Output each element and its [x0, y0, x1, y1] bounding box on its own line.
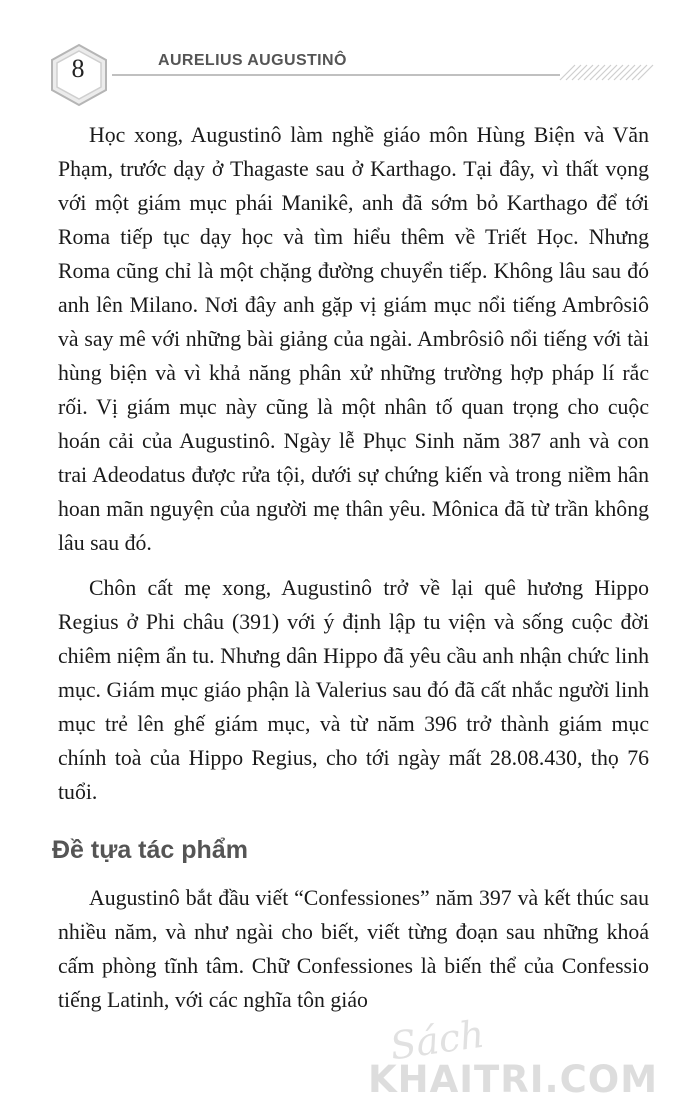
- page-body: [52, 118, 649, 1017]
- paragraph-3: Augustinô bắt đầu viết “Confessiones” năm 397 và kết thúc sau nhiều năm, và như ngài cho biết, viết từng đoạn sau những khoá cấm phòng tĩnh tâm. Chữ Confessiones là biến thể của Confessio tiếng Latinh, với các nghĩa tôn giáo: [58, 886, 649, 1012]
- page-header: [0, 40, 700, 110]
- paragraph-2: Chôn cất mẹ xong, Augustinô trở về lại quê hương Hippo Regius ở Phi châu (391) với ý định lập tu viện và sống cuộc đời chiêm niệm ẩn tu. Nhưng dân Hippo đã yêu cầu anh nhận chức linh mục. Giám mục giáo phận là Valerius sau đó đã cất nhắc người linh mục trẻ lên ghế giám mục, và từ năm 396 trở thành giám mục chính toà của Hippo Regius, cho tới ngày mất 28.08.430, thọ 76 tuổi.: [58, 576, 649, 804]
- watermark-script: Sách: [387, 1011, 488, 1069]
- watermark: [360, 1010, 695, 1115]
- page-number: 8: [71, 54, 85, 83]
- section-heading: Đề tựa tác phẩm: [52, 836, 248, 864]
- running-title: AURELIUS AUGUSTINÔ: [158, 52, 347, 69]
- watermark-brand: KHAITRI.COM: [368, 1058, 659, 1101]
- paragraph-1: Học xong, Augustinô làm nghề giáo môn Hùng Biện và Văn Phạm, trước dạy ở Thagaste sau ở Karthago. Tại đây, vì thất vọng với một giám mục phái Manikê, anh đã sớm bỏ Karthago để tới Roma tiếp tục dạy học và tìm hiểu thêm về Triết Học. Nhưng Roma cũng chỉ là một chặng đường chuyển tiếp. Không lâu sau đó anh lên Milano. Nơi đây anh gặp vị giám mục nổi tiếng Ambrôsiô và say mê với những bài giảng của ngài. Ambrôsiô nổi tiếng với tài hùng biện và vì khả năng phân xử những trường hợp pháp lí rắc rối. Vị giám mục này cũng là một nhân tố quan trọng cho cuộc hoán cải của Augustinô. Ngày lễ Phục Sinh năm 387 anh và con trai Adeodatus được rửa tội, dưới sự chứng kiến và trong niềm hân hoan mãn nguyện của người mẹ thân yêu. Mônica đã từ trần không lâu sau đó.: [58, 123, 649, 555]
